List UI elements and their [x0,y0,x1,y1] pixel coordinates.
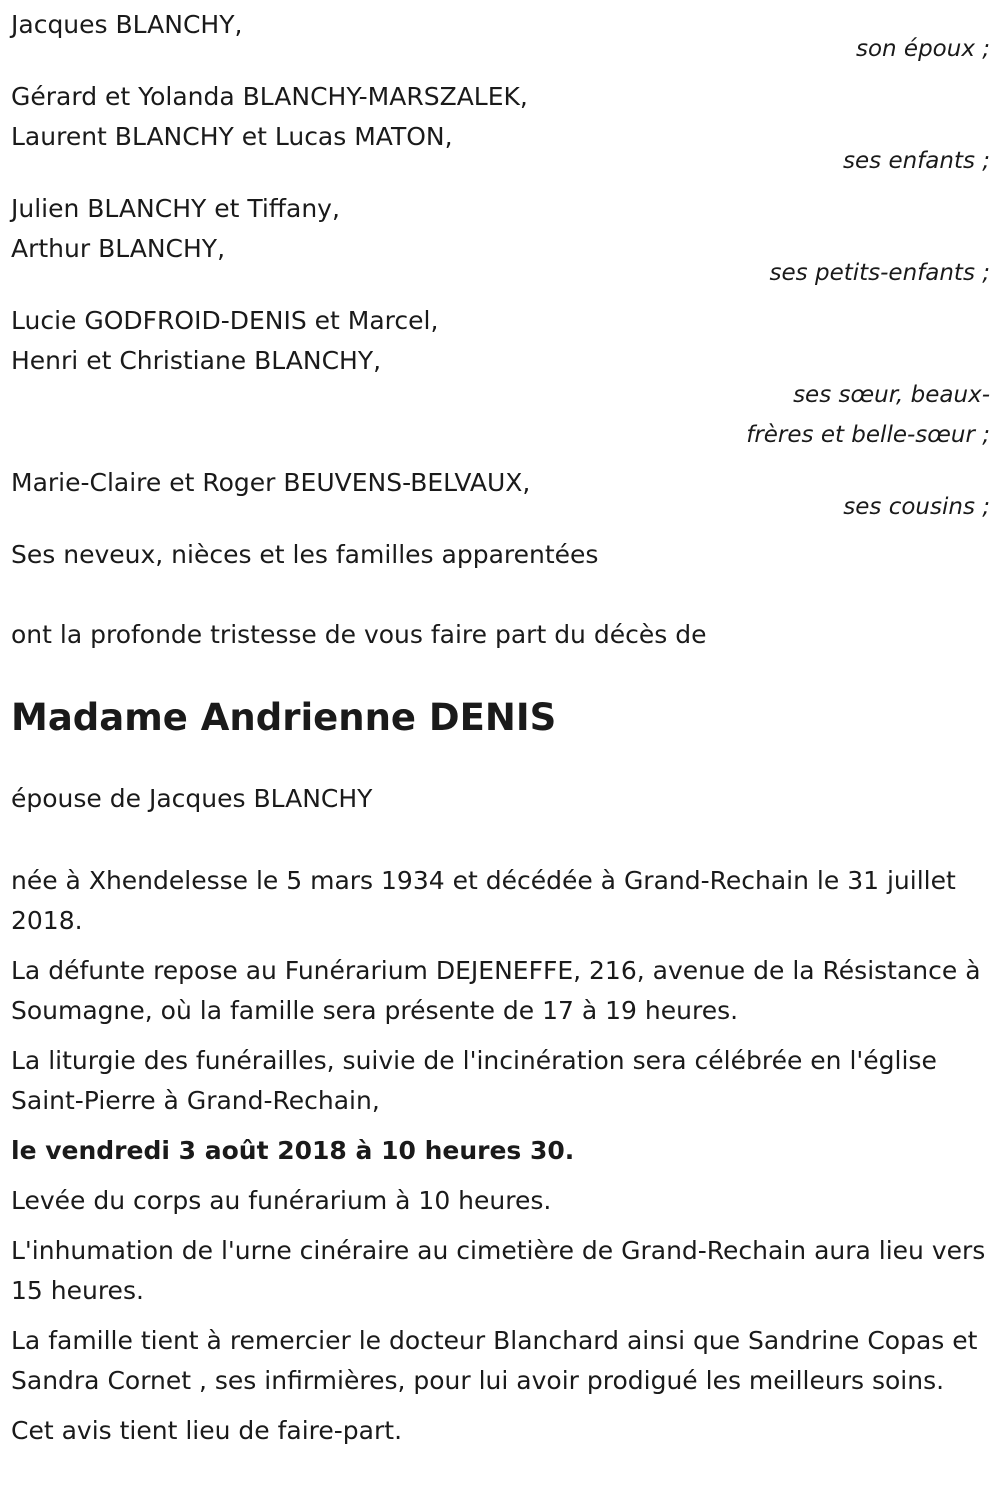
family-name-line: Jacques BLANCHY, [11,10,243,39]
repose-paragraph: La défunte repose au Funérarium DEJENEFFE, 216, avenue de la Résistance à Soumagne, où la famille sera présente de 17 à 19 heures. [11,956,981,1025]
family-name-line: Gérard et Yolanda BLANCHY-MARSZALEK, [11,82,528,111]
relation-label: ses enfants ; [843,148,990,174]
liturgy-paragraph: La liturgie des funérailles, suivie de l'incinération sera célébrée en l'église Saint-Pierre à Grand-Rechain, [11,1046,937,1115]
relation-label: son époux ; [855,36,990,62]
family-names [11,301,990,381]
extended-family-line: Ses neveux, nièces et les familles apparentées [11,540,599,569]
family-name-line: Arthur BLANCHY, [11,234,226,263]
family-name-line: Lucie GODFROID-DENIS et Marcel, [11,306,439,335]
relation-label: ses cousins ; [843,494,990,520]
birth-death-paragraph: née à Xhendelesse le 5 mars 1934 et décédée à Grand-Rechain le 31 juillet 2018. [11,866,956,935]
levee-paragraph: Levée du corps au funérarium à 10 heures. [11,1186,552,1215]
closing-line: Cet avis tient lieu de faire-part. [11,1416,403,1445]
deceased-name: Madame Andrienne DENIS [11,696,557,739]
family-name-line: Julien BLANCHY et Tiffany, [11,194,340,223]
family-name-line: Marie-Claire et Roger BEUVENS-BELVAUX, [11,468,531,497]
thanks-paragraph: La famille tient à remercier le docteur Blanchard ainsi que Sandrine Copas et Sandra Cornet , ses infirmières, pour lui avoir prodigué les meilleurs soins. [11,1326,978,1395]
inhumation-paragraph: L'inhumation de l'urne cinéraire au cimetière de Grand-Rechain aura lieu vers 15 heures. [11,1236,986,1305]
family-group-spouse [11,5,990,69]
relation-label: ses sœur, beaux-frères et belle-sœur ; [746,382,990,448]
family-name-line: Laurent BLANCHY et Lucas MATON, [11,122,453,151]
family-name-line: Henri et Christiane BLANCHY, [11,346,382,375]
family-group-children [11,77,990,181]
relation-label: ses petits-enfants ; [769,260,990,286]
family-group-siblings [11,301,990,455]
announcement-line: ont la profonde tristesse de vous faire part du décès de [11,620,707,649]
ceremony-date: le vendredi 3 août 2018 à 10 heures 30. [11,1136,575,1165]
family-group-grandchildren [11,189,990,293]
family-group-cousins [11,463,990,527]
spouse-line: épouse de Jacques BLANCHY [11,784,373,813]
